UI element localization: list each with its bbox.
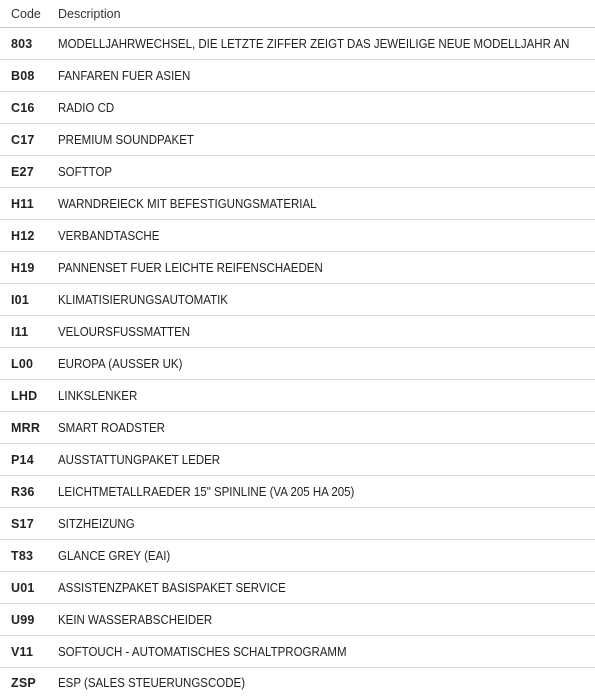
table-row (0, 476, 595, 508)
table-row (0, 508, 595, 540)
option-description-cell (58, 572, 595, 604)
option-code: H19 (0, 252, 58, 284)
option-description: AUSSTATTUNGPAKET LEDER (58, 452, 221, 467)
option-code: H11 (0, 188, 58, 220)
option-description: SOFTOUCH - AUTOMATISCHES SCHALTPROGRAMM (58, 644, 347, 659)
option-code: P14 (0, 444, 58, 476)
table-row (0, 124, 595, 156)
option-description-cell (58, 188, 595, 220)
option-description: PREMIUM SOUNDPAKET (58, 132, 194, 147)
option-description: VELOURSFUSSMATTEN (58, 324, 191, 339)
option-description-cell (58, 380, 595, 412)
table-row (0, 28, 595, 60)
option-description: SITZHEIZUNG (58, 516, 135, 531)
option-description-cell (58, 636, 595, 668)
table-row (0, 604, 595, 636)
table-row (0, 252, 595, 284)
column-header-code: Code (0, 0, 58, 28)
option-description-cell (58, 124, 595, 156)
option-description: WARNDREIECK MIT BEFESTIGUNGSMATERIAL (58, 196, 317, 211)
table-row (0, 540, 595, 572)
option-code: U99 (0, 604, 58, 636)
option-description: SMART ROADSTER (58, 420, 165, 435)
option-description: SOFTTOP (58, 164, 113, 179)
table-row (0, 572, 595, 604)
option-code: ZSP (11, 676, 36, 690)
option-description-cell (58, 156, 595, 188)
option-description: ASSISTENZPAKET BASISPAKET SERVICE (58, 580, 286, 595)
option-description-cell (58, 444, 595, 476)
option-description-cell (58, 316, 595, 348)
table-row (0, 348, 595, 380)
table-row (0, 316, 595, 348)
option-code: I01 (0, 284, 58, 316)
option-description-cell (58, 508, 595, 540)
option-description: ESP (SALES STEUERUNGSCODE) (58, 676, 246, 690)
option-description: LINKSLENKER (58, 388, 138, 403)
option-description-cell (58, 284, 595, 316)
option-description-cell (58, 92, 595, 124)
option-description: LEICHTMETALLRAEDER 15" SPINLINE (VA 205 HA 205) (58, 484, 355, 499)
option-description-cell (58, 604, 595, 636)
option-description: KLIMATISIERUNGSAUTOMATIK (58, 292, 228, 307)
option-code: C17 (0, 124, 58, 156)
option-description: FANFAREN FUER ASIEN (58, 68, 191, 83)
option-code: R36 (0, 476, 58, 508)
option-code: T83 (0, 540, 58, 572)
option-description: VERBANDTASCHE (58, 228, 160, 243)
option-description: KEIN WASSERABSCHEIDER (58, 612, 213, 627)
option-description: RADIO CD (58, 100, 115, 115)
option-code: U01 (0, 572, 58, 604)
option-code: MRR (0, 412, 58, 444)
table-row (0, 188, 595, 220)
option-code: H12 (0, 220, 58, 252)
table-row (0, 60, 595, 92)
option-code: V11 (0, 636, 58, 668)
table-header-row (0, 0, 595, 28)
option-description: PANNENSET FUER LEICHTE REIFENSCHAEDEN (58, 260, 323, 275)
option-code: 803 (0, 28, 58, 60)
option-description-cell (58, 252, 595, 284)
option-description-cell (58, 60, 595, 92)
table-header (0, 0, 595, 28)
option-code: L00 (0, 348, 58, 380)
table-row (0, 668, 595, 698)
option-code: C16 (0, 92, 58, 124)
table-row (0, 444, 595, 476)
table-row (0, 636, 595, 668)
option-description: GLANCE GREY (EAI) (58, 548, 171, 563)
option-description-cell (58, 540, 595, 572)
option-description-cell (58, 476, 595, 508)
option-description-cell (58, 28, 595, 60)
option-code: S17 (0, 508, 58, 540)
table-row (0, 412, 595, 444)
option-description-cell (58, 412, 595, 444)
option-description-cell (58, 348, 595, 380)
table-row (0, 92, 595, 124)
option-description-cell (58, 220, 595, 252)
table-row (0, 380, 595, 412)
option-code: I11 (0, 316, 58, 348)
option-description-cell (58, 668, 595, 698)
table-row (0, 284, 595, 316)
table-row (0, 156, 595, 188)
option-description: EUROPA (AUSSER UK) (58, 356, 183, 371)
table-row (0, 220, 595, 252)
option-code: LHD (0, 380, 58, 412)
option-description: MODELLJAHRWECHSEL, DIE LETZTE ZIFFER ZEIGT DAS JEWEILIGE NEUE MODELLJAHR AN (58, 36, 570, 51)
option-code: B08 (0, 60, 58, 92)
table-body (0, 28, 595, 698)
option-code: E27 (0, 156, 58, 188)
column-header-description: Description (58, 0, 595, 28)
